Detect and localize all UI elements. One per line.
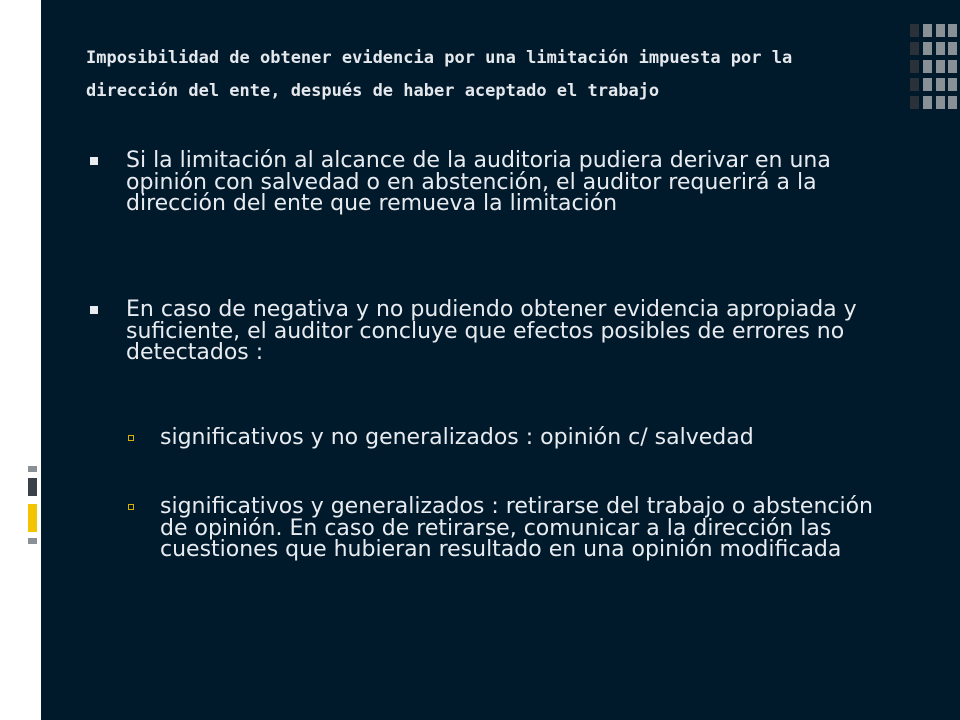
sub-bullet-item (128, 496, 898, 561)
deco-square (910, 78, 919, 91)
deco-square (910, 24, 919, 37)
left-divider-line (38, 0, 41, 720)
deco-square (948, 78, 957, 91)
deco-square (923, 60, 932, 73)
deco-square (948, 42, 957, 55)
deco-square (936, 60, 945, 73)
deco-square (910, 96, 919, 109)
deco-square (28, 466, 37, 472)
square-bullet-icon (90, 157, 98, 165)
bullet-text: Si la limitación al alcance de la auditoria pudiera derivar en una opinión con salvedad o en abstención, el auditor requerirá a la dirección del ente que remueva la limitación (126, 148, 831, 216)
deco-square (948, 60, 957, 73)
sub-bullet-item (128, 427, 918, 449)
deco-square (923, 24, 932, 37)
deco-square (948, 96, 957, 109)
deco-square (936, 96, 945, 109)
deco-square (948, 24, 957, 37)
bullet-text: En caso de negativa y no pudiendo obtener evidencia apropiada y suficiente, el auditor concluye que efectos posibles de errores no detectados : (126, 297, 857, 365)
deco-square (910, 42, 919, 55)
deco-square (28, 478, 37, 496)
bullet-item (90, 299, 880, 364)
deco-square (936, 42, 945, 55)
deco-square (28, 538, 37, 544)
hollow-square-bullet-icon (128, 504, 134, 510)
deco-square (936, 24, 945, 37)
deco-square (923, 78, 932, 91)
bullet-item (90, 150, 890, 215)
hollow-square-bullet-icon (128, 435, 134, 441)
slide-title: Imposibilidad de obtener evidencia por una limitación impuesta por la dirección del ente, después de haber aceptado el trabajo (86, 48, 793, 101)
deco-square (936, 78, 945, 91)
sub-bullet-text: significativos y generalizados : retirarse del trabajo o abstención de opinión. En caso de retirarse, comunicar a la dirección las cuestiones que hubieran resultado en una opinión modificada (160, 494, 874, 562)
square-bullet-icon (90, 306, 98, 314)
deco-square (923, 42, 932, 55)
sub-bullet-text: significativos y no generalizados : opinión c/ salvedad (160, 425, 754, 450)
deco-square (910, 60, 919, 73)
deco-square (923, 96, 932, 109)
deco-square (28, 504, 37, 532)
